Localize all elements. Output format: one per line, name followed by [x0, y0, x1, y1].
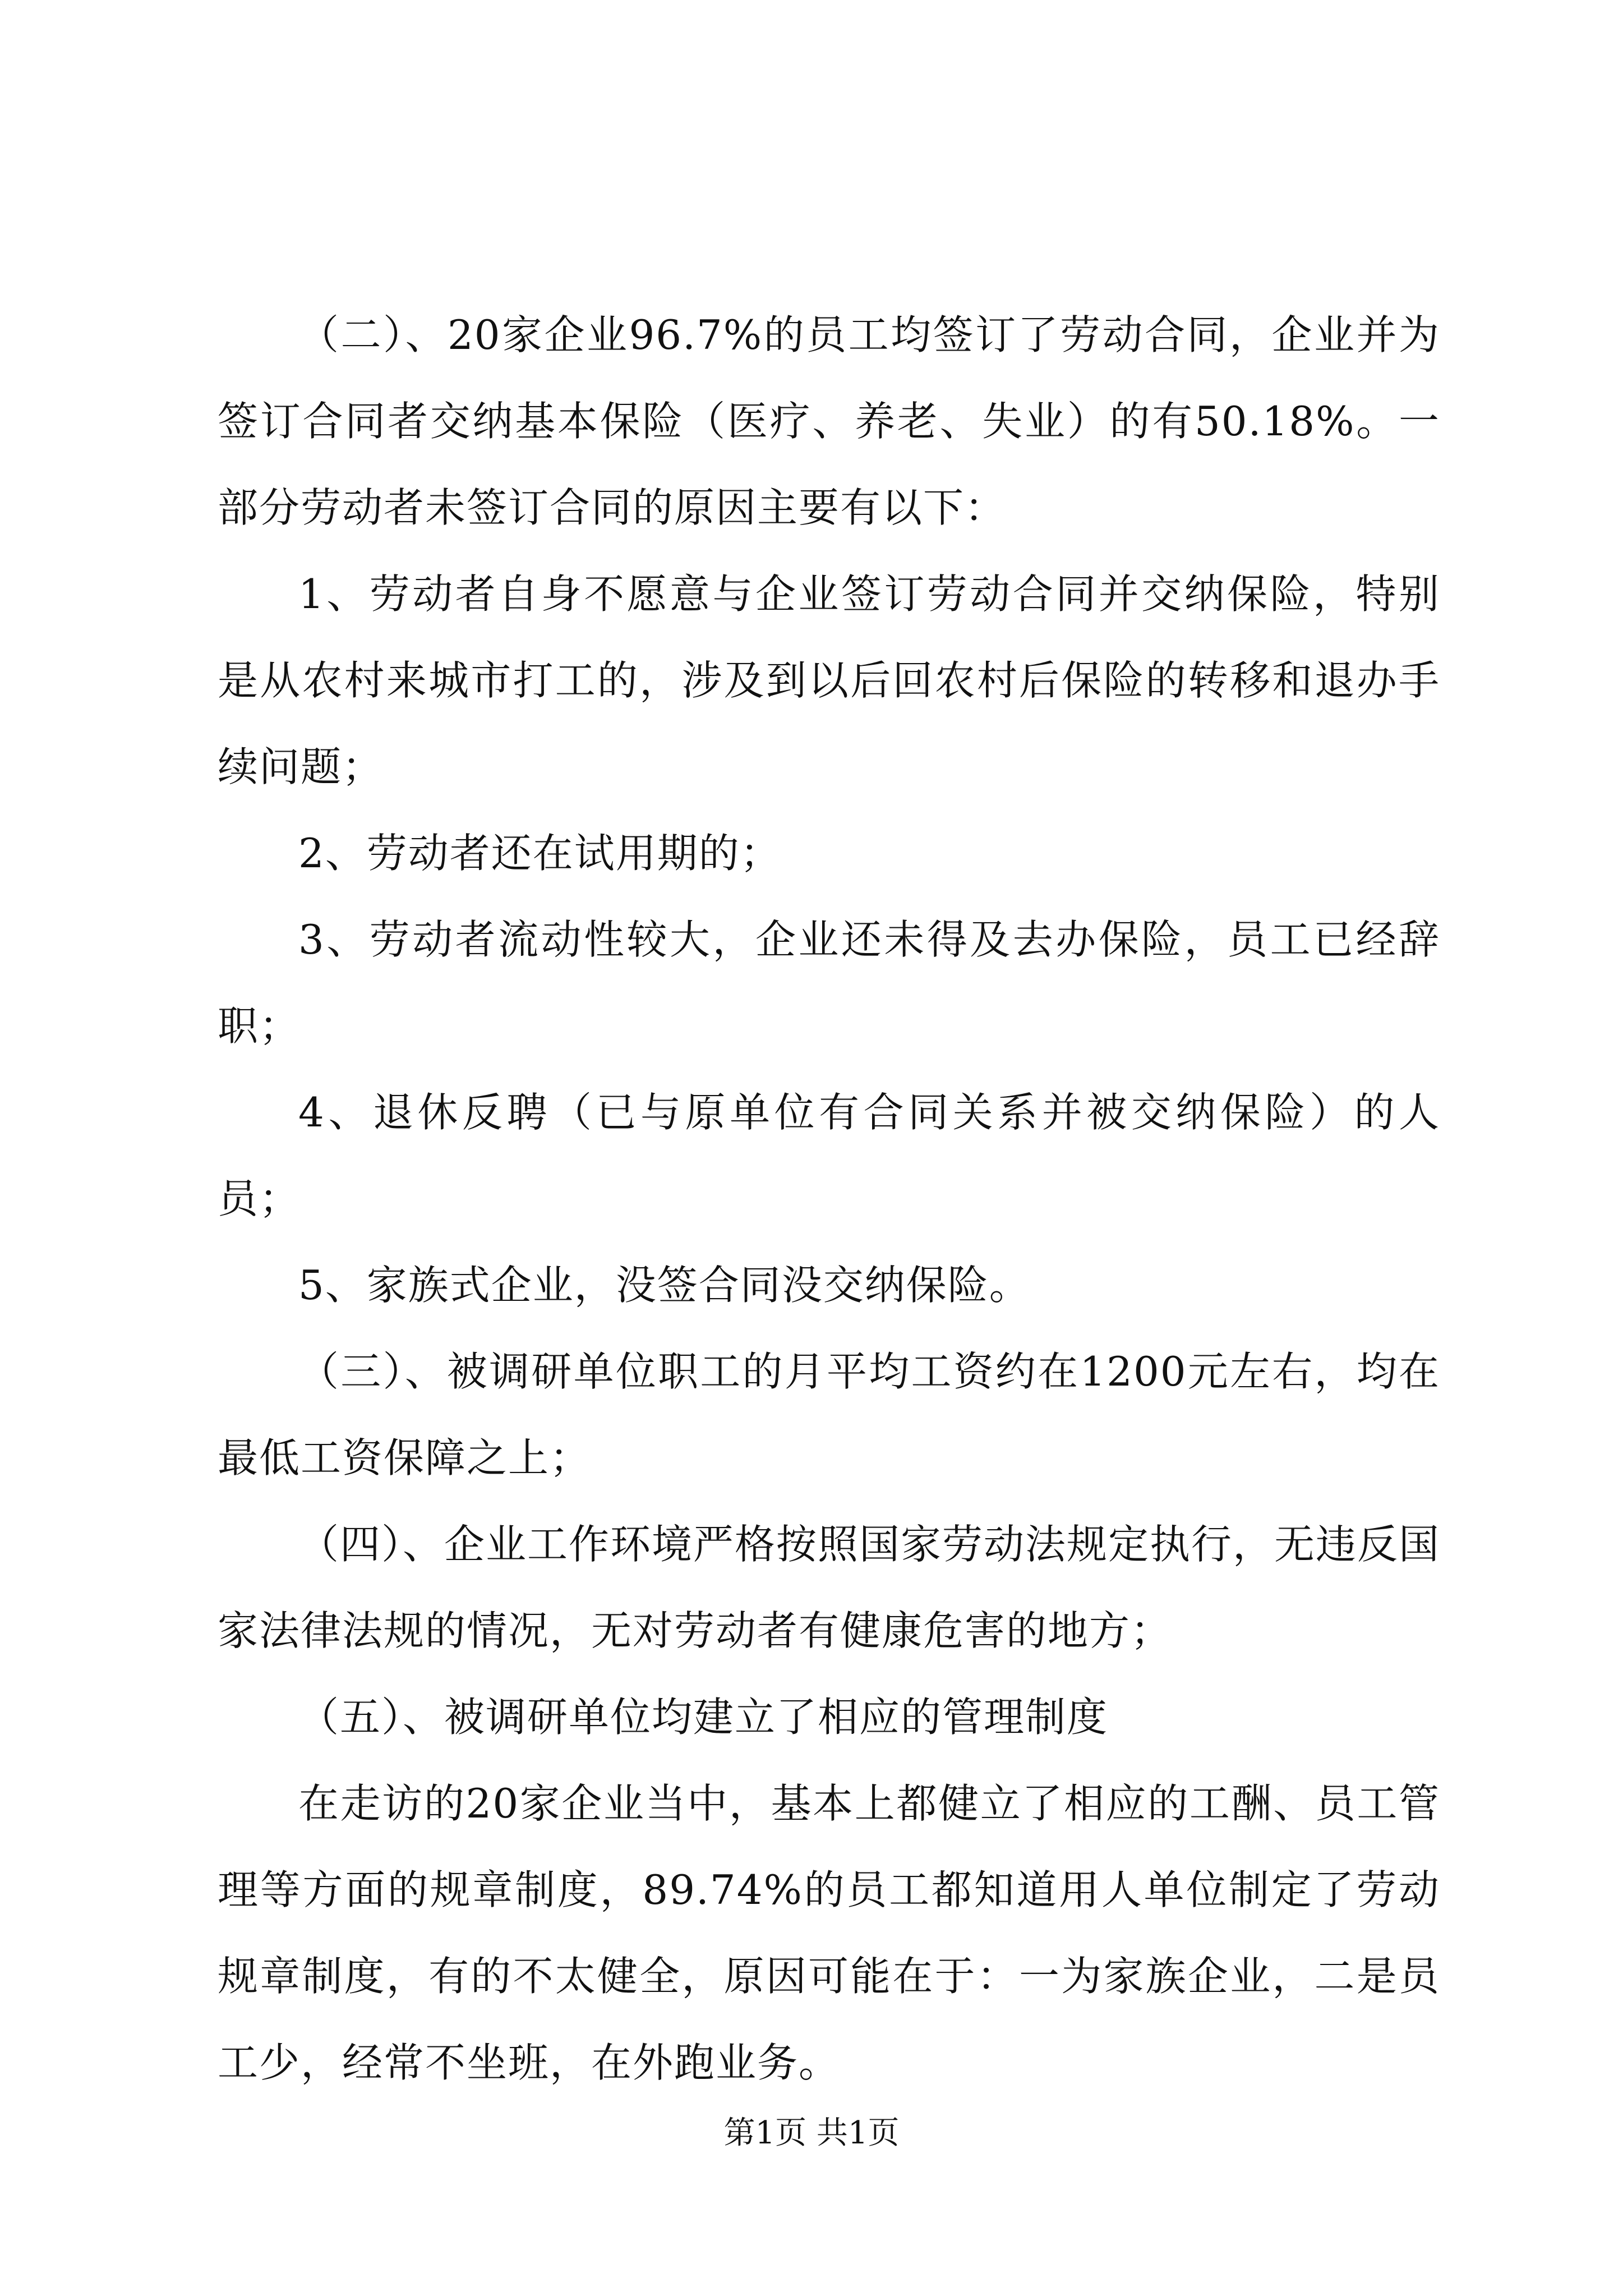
paragraph-reason-1: 1、劳动者自身不愿意与企业签订劳动合同并交纳保险，特别是从农村来城市打工的，涉及到以后回农村后保险的转移和退办手续问题；	[218, 570, 1440, 790]
paragraph-section-4: （四）、企业工作环境严格按照国家劳动法规定执行，无违反国家法律法规的情况，无对劳动者有健康危害的地方；	[218, 1521, 1441, 1654]
paragraph-reason-3: 3、劳动者流动性较大，企业还未得及去办保险，员工已经辞职；	[218, 916, 1440, 1050]
paragraph-reason-2: 2、劳动者还在试用期的；	[298, 830, 782, 877]
document-body	[218, 292, 1440, 2106]
paragraph-section-5-detail: 在走访的20家企业当中，基本上都健立了相应的工酬、员工管理等方面的规章制度，89.74%的员工都知道用人单位制定了劳动规章制度，有的不太健全，原因可能在于：一为家族企业，二是员工少，经常不坐班，在外跑业务。	[218, 1780, 1440, 2086]
paragraph-section-5: （五）、被调研单位均建立了相应的管理制度	[298, 1694, 1109, 1741]
paragraph-section-2: （二）、20家企业96.7%的员工均签订了劳动合同，企业并为签订合同者交纳基本保险（医疗、养老、失业）的有50.18%。一部分劳动者未签订合同的原因主要有以下：	[218, 311, 1440, 531]
paragraph-section-3: （三）、被调研单位职工的月平均工资约在1200元左右，均在最低工资保障之上；	[218, 1348, 1440, 1481]
paragraph-reason-4: 4、退休反聘（已与原单位有合同关系并被交纳保险）的人员；	[218, 1089, 1440, 1222]
page-footer: 第1页 共1页	[723, 2115, 900, 2151]
paragraph-reason-5: 5、家族式企业，没签合同没交纳保险。	[298, 1262, 1031, 1309]
